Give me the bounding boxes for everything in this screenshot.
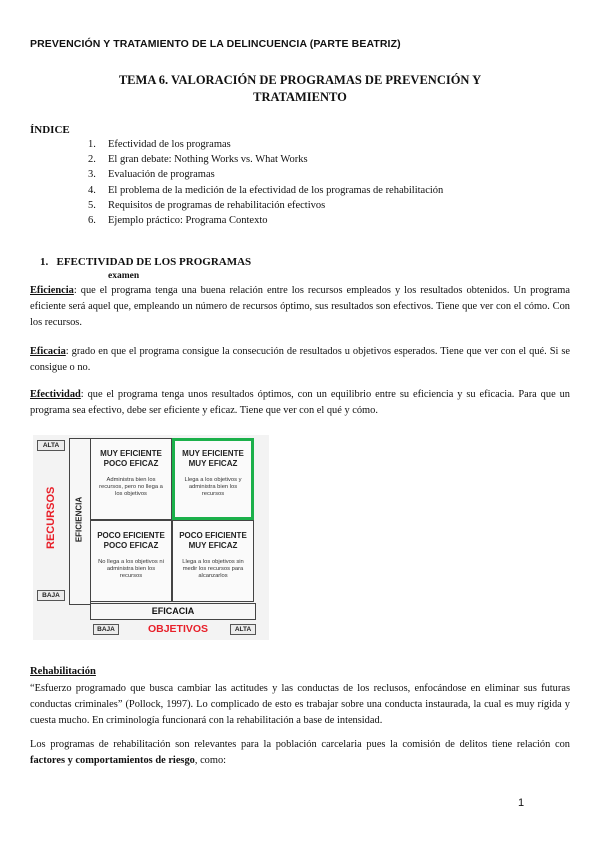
index-item-number: 1. — [88, 139, 96, 150]
eficiencia-axis-label: EFICIENCIA — [74, 496, 84, 543]
efficiency-efficacy-matrix — [33, 435, 269, 640]
tag-alta-horizontal: ALTA — [230, 624, 256, 635]
quadrant-poco-eficiente-poco-eficaz — [90, 520, 172, 602]
eficacia-paragraph — [30, 344, 570, 376]
programs-bold-text: factores y comportamientos de riesgo — [30, 755, 195, 766]
rehabilitacion-paragraph: “Esfuerzo programado que busca cambiar las actitudes y las conductas de los reclusos, enfocándose en eliminar sus futuras conductas criminales” (Pollock, 1997). Lo complicado de esto es trabajar sobre una conducta instaurada, la cual es muy rígida y cuesta mucho. En criminología funcionará con la rehabilitación a base de intensidad. — [30, 683, 570, 726]
topic-title-line1: TEMA 6. VALORACIÓN DE PROGRAMAS DE PREVENCIÓN Y — [118, 73, 482, 87]
quadrant-title: POCO EFICIENTE MUY EFICAZ — [179, 531, 247, 550]
index-item — [88, 213, 443, 228]
efectividad-text: : que el programa tenga unos resultados óptimos, con un equilibrio entre su eficiencia y su eficacia. Para que un programa sea efectivo, debe ser eficiente y eficaz. Tiene que ver con el qué y cómo. — [30, 389, 570, 416]
tag-baja-horizontal: BAJA — [93, 624, 119, 635]
quadrant-description: Llega a los objetivos sin medir los recursos para alcanzarlos — [182, 559, 244, 579]
index-item-text: Efectividad de los programas — [108, 139, 231, 150]
page-number: 1 — [518, 797, 525, 809]
eficiencia-paragraph — [30, 283, 570, 331]
index-item-text: Ejemplo práctico: Programa Contexto — [108, 215, 268, 227]
index-item-number: 6. — [88, 215, 96, 227]
exam-note: examen — [108, 271, 140, 281]
eficiencia-term: Eficiencia — [30, 285, 74, 296]
quadrant-poco-eficiente-muy-eficaz — [172, 520, 254, 602]
eficacia-term: Eficacia — [30, 346, 66, 357]
index-item-text: Requisitos de programas de rehabilitación efectivos — [108, 199, 326, 211]
rehabilitacion-heading — [30, 666, 96, 677]
quadrant-muy-eficiente-poco-eficaz — [90, 438, 172, 520]
eficacia-axis-label: EFICACIA — [90, 603, 256, 620]
index-item — [88, 198, 443, 213]
programs-text-end: , como: — [194, 755, 227, 766]
index-heading: ÍNDICE — [30, 124, 70, 136]
eficiencia-text: : que el programa tenga una buena relación entre los recursos empleados y los resultados obtenidos. Un programa eficiente será aquel que, empleando un número de recursos óptimo, sus resultados son efectivos. Tiene que ver con el cómo. Con los recursos. — [30, 285, 570, 328]
rehabilitacion-heading-text: Rehabilitación — [30, 666, 96, 677]
objetivos-axis-label: OBJETIVOS — [147, 623, 209, 635]
quadrant-title: MUY EFICIENTE POCO EFICAZ — [100, 449, 162, 468]
tag-alta-vertical: ALTA — [37, 440, 65, 451]
index-item-number: 4. — [88, 184, 96, 196]
index-item-text: El problema de la medición de la efectividad de los programas de rehabilitación — [108, 184, 444, 196]
quadrant-description: No llega a los objetivos ni administra bien los recursos — [98, 559, 164, 579]
index-list — [88, 137, 443, 228]
quadrant-description: Administra bien los recursos, pero no llega a los objetivos — [99, 477, 163, 497]
index-item — [88, 152, 443, 167]
quadrant-description: Llega a los objetivos y administra bien los recursos — [184, 477, 242, 497]
efectividad-paragraph — [30, 387, 570, 419]
recursos-axis-label: RECURSOS — [45, 486, 57, 549]
tag-baja-vertical: BAJA — [37, 590, 65, 601]
efectividad-term: Efectividad — [30, 389, 81, 400]
index-item-number: 5. — [88, 199, 96, 211]
index-item — [88, 137, 443, 152]
topic-title-line2: TRATAMIENTO — [253, 90, 347, 104]
index-item-number: 2. — [88, 154, 96, 166]
eficacia-text: : grado en que el programa consigue la consecución de resultados u objetivos esperados. Tiene que ver con el qué. Si se consigue o no. — [30, 346, 570, 373]
index-item-text: El gran debate: Nothing Works vs. What Works — [108, 154, 308, 166]
index-item — [88, 183, 443, 198]
topic-title — [60, 72, 540, 106]
index-item-text: Evaluación de programas — [108, 169, 215, 181]
section-heading — [40, 256, 251, 268]
index-item — [88, 167, 443, 182]
programs-paragraph — [30, 737, 570, 769]
index-item-number: 3. — [88, 169, 96, 181]
quadrant-title: MUY EFICIENTE MUY EFICAZ — [182, 449, 244, 468]
section-number: 1. — [40, 256, 49, 268]
programs-text-start: Los programas de rehabilitación son relevantes para la población carcelaria pues la comisión de delitos tiene relación con — [30, 739, 570, 750]
quadrant-muy-eficiente-muy-eficaz — [172, 438, 254, 520]
quadrant-title: POCO EFICIENTE POCO EFICAZ — [97, 531, 165, 550]
section-title: EFECTIVIDAD DE LOS PROGRAMAS — [56, 256, 252, 268]
document-header: PREVENCIÓN Y TRATAMIENTO DE LA DELINCUENCIA (PARTE BEATRIZ) — [30, 38, 401, 50]
